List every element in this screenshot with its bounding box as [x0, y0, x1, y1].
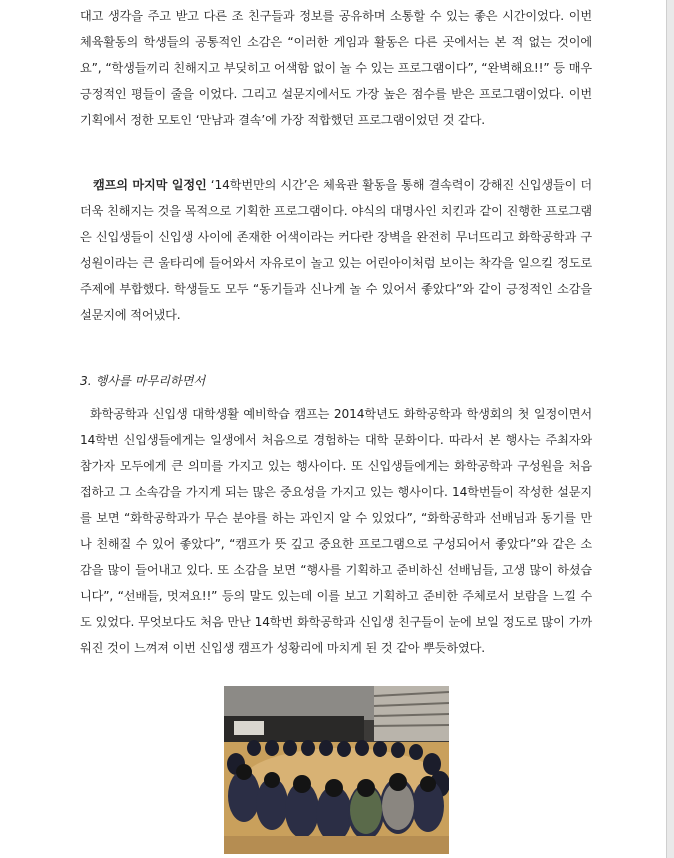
event-photo	[224, 686, 449, 854]
paragraph-final-schedule	[80, 172, 592, 328]
paragraph-body-text: ‘14학번만의 시간’은 체육관 활동을 통해 결속력이 강해진 신입생들이 더더욱 친해지는 것을 목적으로 기획한 프로그램이다. 야식의 대명사인 치킨과 같이 진행한 프로그램은 신입생들이 신입생 사이에 존재한 어색이라는 커다란 장벽을 완전히 무너뜨리고 화학공학과 구성원이라는 큰 울타리에 들어와서 자유로이 놀고 있는 어린아이처럼 보이는 착각을 일으킬 정도로 주제에 부합했다. 학생들도 모두 “동기들과 신나게 놀 수 있어서 좋았다”와 같이 긍정적인 소감을 설문지에 적어냈다.	[80, 178, 593, 322]
paragraph-closing-text: 화학공학과 신입생 대학생활 예비학습 캠프는 2014학년도 화학공학과 학생회의 첫 일정이면서 14학번 신입생들에게는 일생에서 처음으로 경험하는 대학 문화이다. 따라서 본 행사는 주최자와 참가자 모두에게 큰 의미를 가지고 있는 행사이다. 또 신입생들에게는 화학공학과 구성원을 처음 접하고 그 소속감을 가지게 되는 많은 중요성을 가지고 있는 행사이다. 14학번들이 작성한 설문지를 보면 “화학공학과가 무슨 분야를 하는 과인지 알 수 있었다”, “화학공학과 선배님과 동기를 만나 친해질 수 있어 좋았다”, “캠프가 뜻 깊고 중요한 프로그램으로 구성되어서 좋았다”와 같은 소감을 많이 들어내고 있다. 또 소감을 보면 “행사를 기획하고 준비하신 선배님들, 고생 많이 하셨습니다”, “선배들, 멋져요!!” 등의 말도 있는데 이를 보고 기획하고 준비한 주체로서 보람을 느낄 수 도 있었다. 무엇보다도 처음 만난 14학번 화학공학과 신입생 친구들이 눈에 보일 정도로 많이 가까워진 것이 느껴져 이번 신입생 캠프가 성황리에 마치게 된 것 같아 뿌듯하였다.	[80, 407, 592, 655]
section-heading: 3. 행사를 마무리하면서	[80, 374, 206, 388]
paragraph-gym-activity-summary: 대고 생각을 주고 받고 다른 조 친구들과 정보를 공유하며 소통할 수 있는 좋은 시간이었다. 이번 체육활동의 학생들의 공통적인 소감은 “이러한 게임과 활동은 다른 곳에서는 본 적 없는 것이에요”, “학생들끼리 친해지고 부딪히고 어색함 없이 놀 수 있는 프로그램이다”, “완벽해요!!” 등 매우 긍정적인 평들이 줄을 이었다. 그리고 설문지에서도 가장 높은 점수를 받은 프로그램이었다. 이번 기획에서 정한 모토인 ‘만남과 결속’에 가장 적합했던 프로그램이었던 것 같다.	[80, 9, 592, 127]
paragraph-closing-remarks	[80, 401, 592, 661]
page-edge-scrollbar	[666, 0, 674, 858]
paragraph-bold-lead: 캠프의 마지막 일정인	[93, 178, 207, 192]
